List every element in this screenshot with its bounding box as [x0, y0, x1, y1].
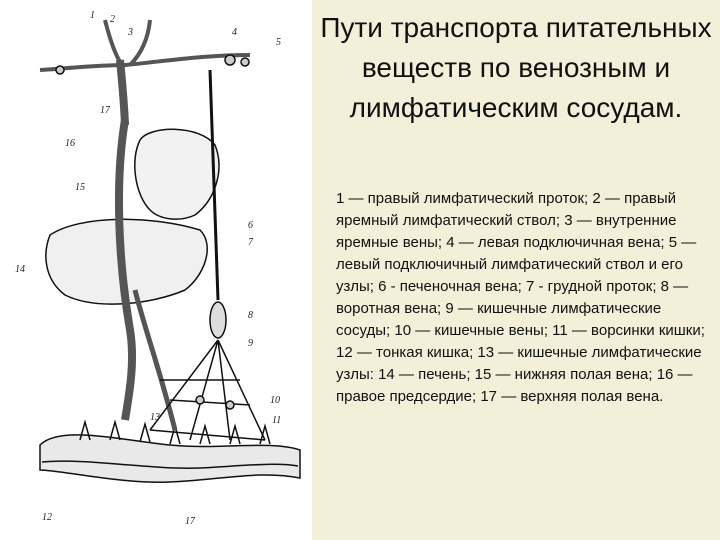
- fig-label-7: 7: [248, 237, 253, 248]
- fig-label-8: 8: [248, 310, 253, 321]
- fig-label-10: 10: [270, 395, 280, 406]
- anatomy-figure: [0, 0, 312, 540]
- fig-label-2: 2: [110, 14, 115, 25]
- lymph-node: [56, 66, 64, 74]
- anatomy-illustration: [0, 0, 312, 540]
- intestinal-lymph-network: [150, 340, 265, 440]
- fig-label-17-bottom: 17: [185, 516, 195, 527]
- portal-vein: [135, 290, 175, 430]
- fig-label-16: 16: [65, 138, 75, 149]
- fig-label-11: 11: [272, 415, 282, 426]
- fig-label-5: 5: [276, 37, 281, 48]
- cisterna-chyli: [210, 302, 226, 338]
- lymph-node: [226, 401, 234, 409]
- lymph-node: [225, 55, 235, 65]
- heart-shape: [135, 129, 219, 219]
- figure-legend: 1 — правый лимфатический проток; 2 — правый яремный лимфатический ствол; 3 — внутренние яремные вены; 4 — левая подключичная вена; 5 — левый подключичный лимфатический ствол и его узлы; 6 - печеночная вена; 7 - грудной проток; 8 — воротная вена; 9 — кишечные лимфатические сосуды; 10 — кишечные вены; 11 — ворсинки кишки; 12 — тонкая кишка; 13 — кишечные лимфатические узлы: 14 — печень; 15 — нижняя полая вена; 16 — правое предсердие; 17 — верхняя полая вена.: [336, 190, 705, 405]
- fig-label-6: 6: [248, 220, 253, 231]
- fig-label-12: 12: [42, 512, 52, 523]
- fig-label-13: 13: [150, 412, 160, 423]
- fig-label-14: 14: [15, 264, 25, 275]
- lymph-node: [241, 58, 249, 66]
- slide-title: Пути транспорта питательных веществ по венозным и лимфатическим сосудам.: [320, 12, 712, 123]
- fig-label-9: 9: [248, 338, 253, 349]
- subclavian-veins: [40, 55, 250, 70]
- superior-vena-cava: [120, 60, 125, 125]
- fig-label-4: 4: [232, 27, 237, 38]
- fig-label-15: 15: [75, 182, 85, 193]
- fig-label-17: 17: [100, 105, 110, 116]
- fig-label-3: 3: [128, 27, 133, 38]
- fig-label-1: 1: [90, 10, 95, 21]
- lymph-node: [196, 396, 204, 404]
